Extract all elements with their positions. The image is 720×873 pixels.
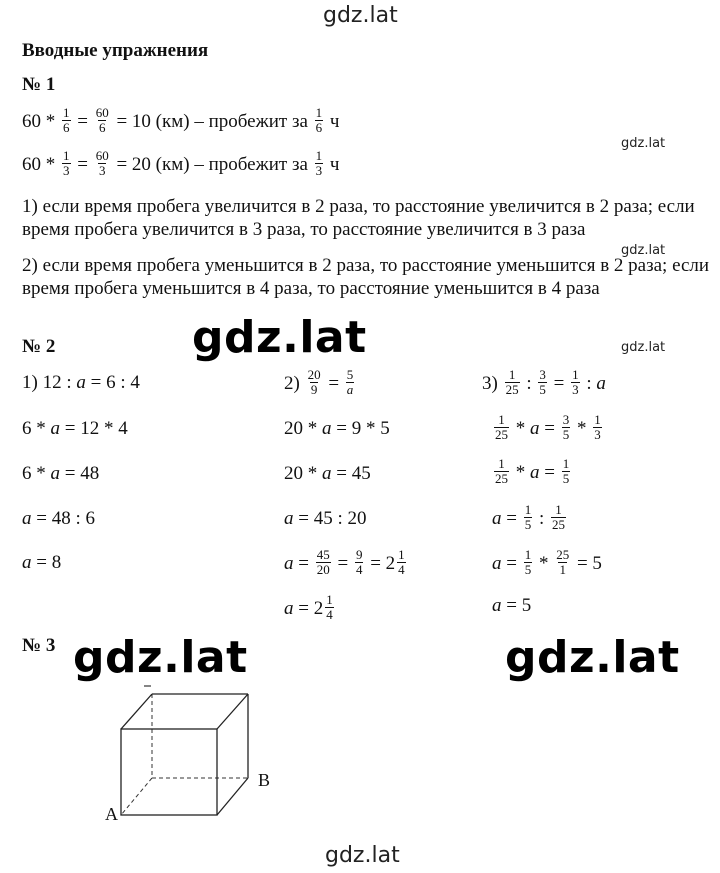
fraction: $\frac{1}{25}$ [495, 456, 508, 486]
fraction: $\frac{1}{4}$ [398, 547, 405, 577]
task2-col1-line3: 6 * a = 48 [22, 463, 100, 484]
cube-edge [217, 694, 248, 729]
task2-col3-line1: 3) $\frac{1}{25}$ : $\frac{3}{5}$ = $\frac{1}{3}$ : a [482, 367, 606, 397]
fraction: $\frac{60}{3}$ [95, 148, 109, 178]
fraction: $\frac{1}{3}$ [572, 367, 579, 397]
fraction: $\frac{1}{25}$ [552, 502, 565, 532]
task1-label: № 1 [22, 74, 56, 95]
fraction: $\frac{1}{5}$ [524, 547, 532, 577]
task2-col2-line6: a = 2 $\frac{1}{4}$ [284, 592, 333, 622]
task1-paragraph-2: 2) если время пробега уменьшится в 2 раза, то расстояние уменьшится в 2 раза; если время пробега уменьшится в 4 раза, то расстояние уменьшится в 4 раза [22, 255, 710, 299]
task2-col1-line5: a = 8 [22, 552, 62, 573]
fraction: $\frac{45}{20}$ [316, 547, 330, 577]
task2-col3-line3: $\frac{1}{25}$ * a = $\frac{1}{5}$ [495, 456, 570, 486]
task1-line1: 60 * $\frac{1}{6}$ = $\frac{60}{6}$ = 10 (км) – пробежит за $\frac{1}{6}$ ч [22, 105, 340, 135]
watermark-right-3: gdz.lat [621, 340, 666, 355]
fraction: $\frac{1}{3}$ [594, 412, 601, 442]
page-title: Вводные упражнения [22, 40, 209, 61]
task2-col2-line1: 2) $\frac{20}{9}$ = $\frac{5}{a}$ [284, 367, 354, 397]
fraction: $\frac{3}{5}$ [539, 367, 546, 397]
watermark-right-2: gdz.lat [621, 243, 666, 258]
task2-col2-line3: 20 * a = 45 [284, 463, 371, 484]
fraction: $\frac{1}{5}$ [524, 502, 532, 532]
task2-col3-line4: a = $\frac{1}{5}$ : $\frac{1}{25}$ [492, 502, 565, 532]
fraction: $\frac{1}{4}$ [326, 592, 333, 622]
fraction: $\frac{60}{6}$ [95, 105, 109, 135]
fraction: $\frac{1}{25}$ [495, 412, 508, 442]
fraction: $\frac{1}{6}$ [315, 105, 323, 135]
fraction: $\frac{1}{25}$ [505, 367, 519, 397]
fraction: $\frac{1}{3}$ [315, 148, 323, 178]
task1-paragraph-1: 1) если время пробега увеличится в 2 раза, то расстояние увеличится в 2 раза; если время пробега увеличится в 3 раза, то расстояние увеличится в 3 раза [22, 196, 695, 240]
fraction: $\frac{1}{6}$ [63, 105, 70, 135]
task3-label: № 3 [22, 635, 56, 656]
cube-label-b: B [258, 770, 271, 790]
task2-label: № 2 [22, 336, 56, 357]
task2-col2-line5: a = $\frac{45}{20}$ = $\frac{9}{4}$ = 2 $\frac{1}{4}$ [284, 547, 405, 577]
watermark-right-1: gdz.lat [621, 136, 666, 151]
cube-edge [217, 778, 248, 815]
task2-col3-line6: a = 5 [492, 595, 532, 616]
task2-col3-line2: $\frac{1}{25}$ * a = $\frac{3}{5}$ * $\frac{1}{3}$ [495, 412, 601, 442]
fraction: $\frac{5}{a}$ [346, 367, 354, 397]
cube-diagram [95, 680, 295, 830]
task2-col1-line4: a = 48 : 6 [22, 508, 95, 529]
fraction: $\frac{1}{3}$ [63, 148, 70, 178]
fraction: $\frac{9}{4}$ [355, 547, 363, 577]
cube-label-a: A [105, 804, 118, 824]
cube-edge [121, 694, 152, 729]
fraction: $\frac{1}{5}$ [562, 456, 570, 486]
watermark-big-3: gdz.lat [505, 632, 680, 683]
watermark-top: gdz.lat [323, 3, 398, 28]
task2-col3-line5: a = $\frac{1}{5}$ * $\frac{25}{1}$ = 5 [492, 547, 602, 577]
task1-line2: 60 * $\frac{1}{3}$ = $\frac{60}{3}$ = 20 (км) – пробежит за $\frac{1}{3}$ ч [22, 148, 340, 178]
watermark-bottom: gdz.lat [325, 843, 400, 868]
task2-col1-line2: 6 * a = 12 * 4 [22, 418, 128, 439]
fraction: $\frac{3}{5}$ [562, 412, 570, 442]
task2-col1-line1: 1) 12 : a = 6 : 4 [22, 372, 140, 393]
fraction: $\frac{20}{9}$ [307, 367, 321, 397]
cube-front-face [121, 729, 217, 815]
fraction: $\frac{25}{1}$ [556, 547, 570, 577]
task2-col2-line4: a = 45 : 20 [284, 508, 367, 529]
task2-col2-line2: 20 * a = 9 * 5 [284, 418, 390, 439]
watermark-big-1: gdz.lat [192, 312, 367, 363]
watermark-big-2: gdz.lat [73, 632, 248, 683]
cube-hidden-edge [121, 778, 152, 815]
